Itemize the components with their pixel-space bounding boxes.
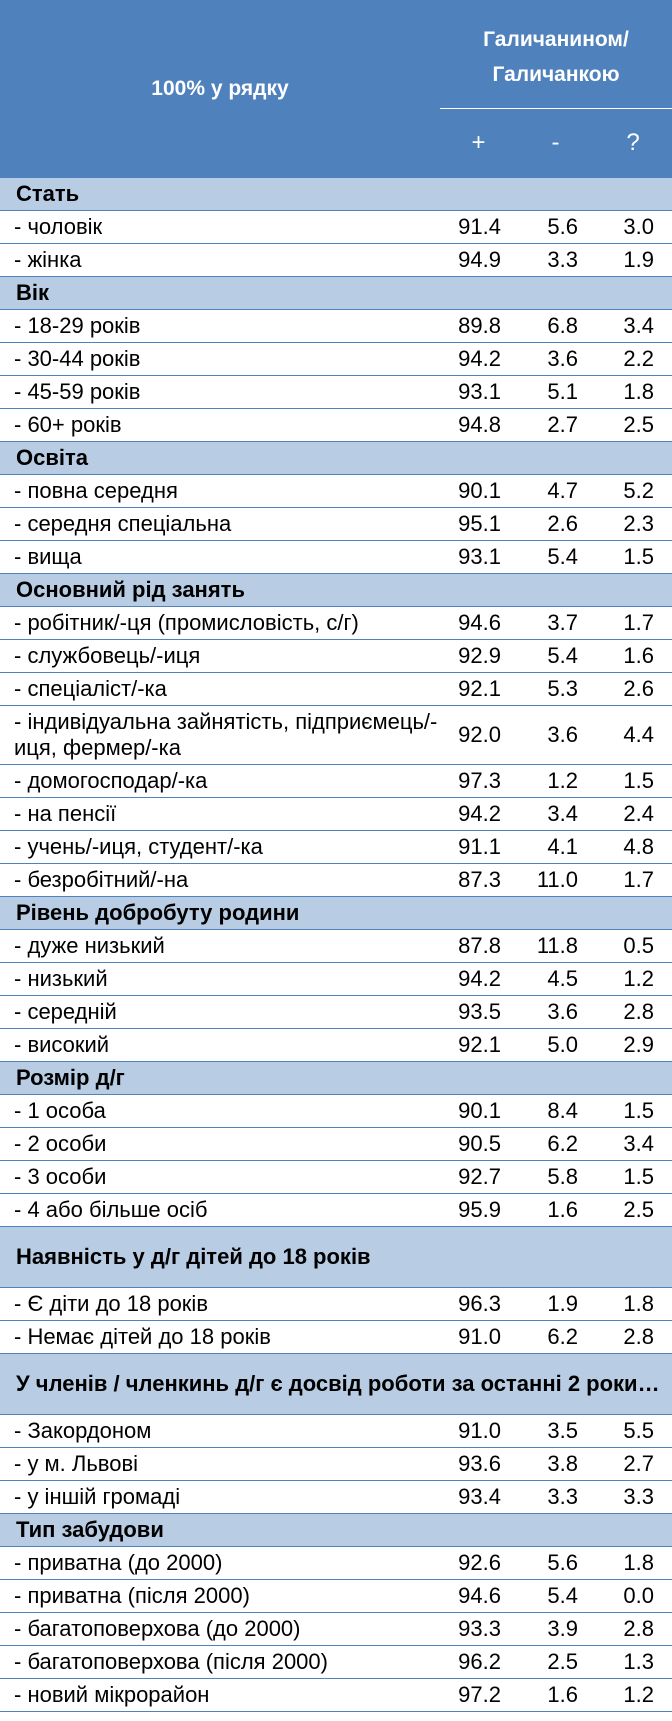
row-label: - індивідуальна зайнятість, підприємець/-иця, фермер/-ка	[0, 706, 440, 765]
row-label: - Є діти до 18 років	[0, 1288, 440, 1321]
table-row	[0, 1613, 672, 1646]
row-label: - 1 особа	[0, 1095, 440, 1128]
table-header	[0, 0, 672, 178]
table-row	[0, 1547, 672, 1580]
table-row	[0, 864, 672, 897]
value-unknown: 2.7	[594, 1448, 672, 1481]
value-plus: 94.2	[440, 798, 517, 831]
col-header-minus: -	[517, 108, 594, 178]
table-row	[0, 765, 672, 798]
section-title: Наявність у д/г дітей до 18 років	[0, 1227, 672, 1288]
row-label: - 60+ років	[0, 409, 440, 442]
value-plus: 93.1	[440, 541, 517, 574]
value-minus: 2.7	[517, 409, 594, 442]
value-minus: 1.9	[517, 1288, 594, 1321]
value-minus: 5.1	[517, 376, 594, 409]
col-header-plus: +	[440, 108, 517, 178]
group-header	[440, 0, 672, 108]
table-row	[0, 1481, 672, 1514]
value-plus: 87.3	[440, 864, 517, 897]
row-label: - 4 або більше осіб	[0, 1194, 440, 1227]
row-label: - 2 особи	[0, 1128, 440, 1161]
table-row	[0, 1415, 672, 1448]
table-row	[0, 508, 672, 541]
value-unknown: 1.5	[594, 765, 672, 798]
value-minus: 6.8	[517, 310, 594, 343]
value-plus: 93.1	[440, 376, 517, 409]
section-title: Основний рід занять	[0, 574, 672, 607]
table-row	[0, 1646, 672, 1679]
section-title: Тип забудови	[0, 1514, 672, 1547]
value-plus: 90.5	[440, 1128, 517, 1161]
value-minus: 5.4	[517, 541, 594, 574]
value-plus: 89.8	[440, 310, 517, 343]
row-label: - середня спеціальна	[0, 508, 440, 541]
value-plus: 94.2	[440, 343, 517, 376]
row-label: - високий	[0, 1029, 440, 1062]
value-plus: 95.9	[440, 1194, 517, 1227]
section-title: Вік	[0, 277, 672, 310]
row-label: - повна середня	[0, 475, 440, 508]
value-minus: 5.6	[517, 211, 594, 244]
section-row	[0, 574, 672, 607]
table-row	[0, 831, 672, 864]
table-row	[0, 1128, 672, 1161]
value-unknown: 2.3	[594, 508, 672, 541]
row-label: - безробітний/-на	[0, 864, 440, 897]
section-title: Розмір д/г	[0, 1062, 672, 1095]
value-unknown: 2.8	[594, 1321, 672, 1354]
row-label: - Немає дітей до 18 років	[0, 1321, 440, 1354]
row-label: - у м. Львові	[0, 1448, 440, 1481]
value-plus: 94.2	[440, 963, 517, 996]
table-row	[0, 310, 672, 343]
table-row	[0, 963, 672, 996]
value-minus: 3.5	[517, 1415, 594, 1448]
value-plus: 92.1	[440, 673, 517, 706]
row-label: - службовець/-иця	[0, 640, 440, 673]
row-label: - 45-59 років	[0, 376, 440, 409]
value-unknown: 1.7	[594, 607, 672, 640]
value-plus: 93.3	[440, 1613, 517, 1646]
value-minus: 1.6	[517, 1194, 594, 1227]
table-row	[0, 541, 672, 574]
value-plus: 93.4	[440, 1481, 517, 1514]
table-row	[0, 1095, 672, 1128]
value-minus: 5.4	[517, 1580, 594, 1613]
value-minus: 4.1	[517, 831, 594, 864]
value-unknown: 1.5	[594, 1095, 672, 1128]
table-body	[0, 178, 672, 1712]
value-unknown: 1.7	[594, 864, 672, 897]
table-row	[0, 211, 672, 244]
value-unknown: 1.5	[594, 541, 672, 574]
value-unknown: 2.4	[594, 798, 672, 831]
value-unknown: 1.8	[594, 376, 672, 409]
value-plus: 94.6	[440, 607, 517, 640]
table-row	[0, 475, 672, 508]
value-minus: 3.3	[517, 244, 594, 277]
value-plus: 94.6	[440, 1580, 517, 1613]
value-plus: 92.6	[440, 1547, 517, 1580]
table-row	[0, 1679, 672, 1712]
value-plus: 91.0	[440, 1415, 517, 1448]
value-unknown: 1.6	[594, 640, 672, 673]
value-plus: 96.2	[440, 1646, 517, 1679]
table-row	[0, 343, 672, 376]
table-row	[0, 1448, 672, 1481]
value-minus: 3.6	[517, 996, 594, 1029]
section-title: Освіта	[0, 442, 672, 475]
row-label: - чоловік	[0, 211, 440, 244]
value-plus: 93.6	[440, 1448, 517, 1481]
table-row	[0, 1288, 672, 1321]
row-label: - новий мікрорайон	[0, 1679, 440, 1712]
table-row	[0, 376, 672, 409]
value-minus: 5.4	[517, 640, 594, 673]
value-unknown: 3.4	[594, 1128, 672, 1161]
value-minus: 11.0	[517, 864, 594, 897]
value-plus: 93.5	[440, 996, 517, 1029]
value-plus: 87.8	[440, 930, 517, 963]
row-label: - спеціаліст/-ка	[0, 673, 440, 706]
value-plus: 97.3	[440, 765, 517, 798]
value-minus: 4.7	[517, 475, 594, 508]
row-label: - домогосподар/-ка	[0, 765, 440, 798]
value-unknown: 1.2	[594, 1679, 672, 1712]
value-unknown: 4.8	[594, 831, 672, 864]
table-row	[0, 930, 672, 963]
table-row	[0, 1194, 672, 1227]
value-plus: 91.0	[440, 1321, 517, 1354]
section-row	[0, 442, 672, 475]
table-row	[0, 1580, 672, 1613]
value-minus: 6.2	[517, 1128, 594, 1161]
value-minus: 3.6	[517, 343, 594, 376]
value-unknown: 2.6	[594, 673, 672, 706]
row-label: - приватна (до 2000)	[0, 1547, 440, 1580]
value-unknown: 2.8	[594, 996, 672, 1029]
value-minus: 3.7	[517, 607, 594, 640]
value-plus: 95.1	[440, 508, 517, 541]
table-row	[0, 706, 672, 765]
section-row	[0, 897, 672, 930]
section-row	[0, 178, 672, 211]
row-label: - Закордоном	[0, 1415, 440, 1448]
row-label: - учень/-иця, студент/-ка	[0, 831, 440, 864]
row-percent-header: 100% у рядку	[0, 0, 440, 178]
section-row	[0, 1062, 672, 1095]
table-row	[0, 673, 672, 706]
value-unknown: 2.2	[594, 343, 672, 376]
value-plus: 94.8	[440, 409, 517, 442]
value-plus: 97.2	[440, 1679, 517, 1712]
value-unknown: 0.5	[594, 930, 672, 963]
row-label: - на пенсії	[0, 798, 440, 831]
row-label: - середній	[0, 996, 440, 1029]
value-minus: 8.4	[517, 1095, 594, 1128]
value-unknown: 1.8	[594, 1547, 672, 1580]
value-minus: 3.4	[517, 798, 594, 831]
value-plus: 96.3	[440, 1288, 517, 1321]
col-header-unknown: ?	[594, 108, 672, 178]
value-unknown: 5.5	[594, 1415, 672, 1448]
value-unknown: 4.4	[594, 706, 672, 765]
value-minus: 1.6	[517, 1679, 594, 1712]
value-plus: 90.1	[440, 1095, 517, 1128]
row-label: - вища	[0, 541, 440, 574]
table-row	[0, 409, 672, 442]
value-minus: 11.8	[517, 930, 594, 963]
table-row	[0, 996, 672, 1029]
value-plus: 92.9	[440, 640, 517, 673]
value-minus: 2.6	[517, 508, 594, 541]
value-minus: 2.5	[517, 1646, 594, 1679]
value-plus: 92.0	[440, 706, 517, 765]
group-header-line2: Галичанкою	[492, 62, 620, 86]
row-label: - дуже низький	[0, 930, 440, 963]
row-label: - робітник/-ця (промисловість, с/г)	[0, 607, 440, 640]
value-minus: 3.6	[517, 706, 594, 765]
value-minus: 3.3	[517, 1481, 594, 1514]
value-plus: 94.9	[440, 244, 517, 277]
value-unknown: 1.8	[594, 1288, 672, 1321]
section-row	[0, 1354, 672, 1415]
table-row	[0, 244, 672, 277]
value-plus: 91.4	[440, 211, 517, 244]
value-unknown: 1.2	[594, 963, 672, 996]
section-title: Стать	[0, 178, 672, 211]
row-label: - 3 особи	[0, 1161, 440, 1194]
value-unknown: 3.0	[594, 211, 672, 244]
value-minus: 4.5	[517, 963, 594, 996]
row-label: - жінка	[0, 244, 440, 277]
value-unknown: 3.4	[594, 310, 672, 343]
value-minus: 5.0	[517, 1029, 594, 1062]
table-row	[0, 1321, 672, 1354]
value-unknown: 1.3	[594, 1646, 672, 1679]
value-unknown: 2.5	[594, 409, 672, 442]
table-row	[0, 607, 672, 640]
table-row	[0, 640, 672, 673]
value-unknown: 2.9	[594, 1029, 672, 1062]
value-unknown: 1.5	[594, 1161, 672, 1194]
value-unknown: 1.9	[594, 244, 672, 277]
value-plus: 92.1	[440, 1029, 517, 1062]
value-minus: 6.2	[517, 1321, 594, 1354]
group-header-line1: Галичанином/	[483, 27, 629, 51]
row-label: - 30-44 років	[0, 343, 440, 376]
section-row	[0, 1227, 672, 1288]
table-row	[0, 798, 672, 831]
value-plus: 90.1	[440, 475, 517, 508]
value-unknown: 5.2	[594, 475, 672, 508]
value-minus: 3.9	[517, 1613, 594, 1646]
section-row	[0, 1514, 672, 1547]
value-minus: 1.2	[517, 765, 594, 798]
table-row	[0, 1029, 672, 1062]
value-minus: 5.8	[517, 1161, 594, 1194]
value-minus: 5.6	[517, 1547, 594, 1580]
row-label: - низький	[0, 963, 440, 996]
section-title: У членів / членкинь д/г є досвід роботи за останні 2 роки…	[0, 1354, 672, 1415]
row-label: - 18-29 років	[0, 310, 440, 343]
value-minus: 3.8	[517, 1448, 594, 1481]
row-label: - багатоповерхова (до 2000)	[0, 1613, 440, 1646]
value-unknown: 0.0	[594, 1580, 672, 1613]
row-label: - у іншій громаді	[0, 1481, 440, 1514]
value-unknown: 3.3	[594, 1481, 672, 1514]
section-row	[0, 277, 672, 310]
value-unknown: 2.8	[594, 1613, 672, 1646]
value-plus: 91.1	[440, 831, 517, 864]
row-label: - приватна (після 2000)	[0, 1580, 440, 1613]
table-row	[0, 1161, 672, 1194]
section-title: Рівень добробуту родини	[0, 897, 672, 930]
row-label: - багатоповерхова (після 2000)	[0, 1646, 440, 1679]
value-unknown: 2.5	[594, 1194, 672, 1227]
value-minus: 5.3	[517, 673, 594, 706]
value-plus: 92.7	[440, 1161, 517, 1194]
